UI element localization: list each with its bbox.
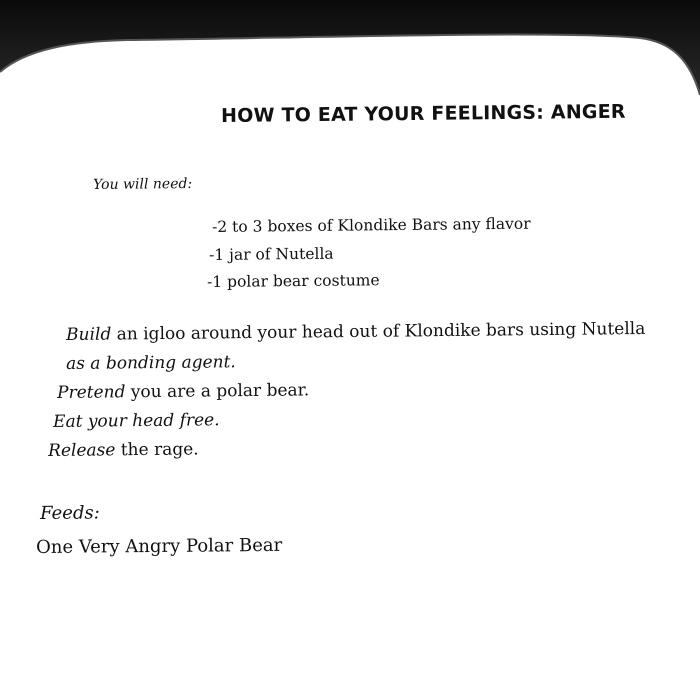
feeds-value: One Very Angry Polar Bear bbox=[36, 534, 283, 558]
instruction-step-4 bbox=[48, 439, 199, 461]
ingredient-item: -1 polar bear costume bbox=[207, 271, 380, 291]
step-text: the rage. bbox=[120, 439, 199, 461]
step-lead-word: Eat bbox=[53, 411, 83, 432]
step-lead-word: Build bbox=[66, 324, 112, 345]
you-will-need-label: You will need: bbox=[93, 175, 193, 193]
instruction-step-1 bbox=[66, 319, 645, 345]
step-lead-word: Release bbox=[48, 440, 116, 461]
ingredient-item: -1 jar of Nutella bbox=[209, 244, 334, 264]
ingredient-item: -2 to 3 boxes of Klondike Bars any flavor bbox=[212, 214, 531, 236]
step-lead-word: Pretend bbox=[57, 382, 126, 403]
scan-shadow bbox=[0, 0, 700, 110]
feeds-label: Feeds: bbox=[40, 502, 100, 524]
instruction-step-2 bbox=[57, 380, 309, 403]
recipe-title: HOW TO EAT YOUR FEELINGS: ANGER bbox=[221, 100, 626, 127]
instruction-step-1-continuation: as a bonding agent. bbox=[66, 352, 236, 374]
step-text: your head free. bbox=[87, 410, 220, 432]
step-text: an igloo around your head out of Klondike bars using Nutella bbox=[116, 318, 646, 345]
step-text: you are a polar bear. bbox=[130, 380, 310, 403]
instruction-step-3 bbox=[53, 410, 220, 432]
